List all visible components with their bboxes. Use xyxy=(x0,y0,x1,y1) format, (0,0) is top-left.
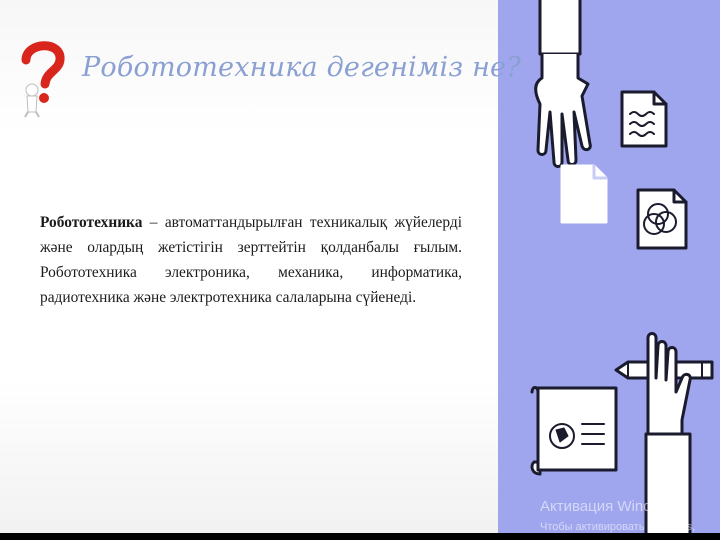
definition-term: Робототехника xyxy=(40,214,143,231)
definition-dash: – xyxy=(142,214,165,231)
question-mark-figure-icon xyxy=(10,32,74,118)
definition-paragraph xyxy=(40,210,462,310)
definition-text: автоматтандырылған техникалық жүйелерді және олардың жетістігін зерттейтін қолданбалы ғылым. Робототехника электроника, механика, информатика, радиотехника және электротехника салаларына сүйенеді. xyxy=(40,214,462,306)
reaching-hand-top-icon xyxy=(536,0,591,167)
map-scroll-icon xyxy=(532,388,616,475)
windows-activation-watermark xyxy=(540,498,695,534)
slide-title: Робототехника дегеніміз не? xyxy=(82,52,521,83)
blank-document-icon xyxy=(562,166,606,222)
watermark-subtitle: Чтобы активировать Windows, xyxy=(540,521,696,533)
watermark-title: Активация Windows xyxy=(540,498,679,515)
hands-and-documents-illustration xyxy=(498,0,720,540)
document-wavy-lines-icon xyxy=(622,92,666,146)
bottom-black-bar xyxy=(0,533,720,540)
document-circles-icon xyxy=(638,190,686,248)
